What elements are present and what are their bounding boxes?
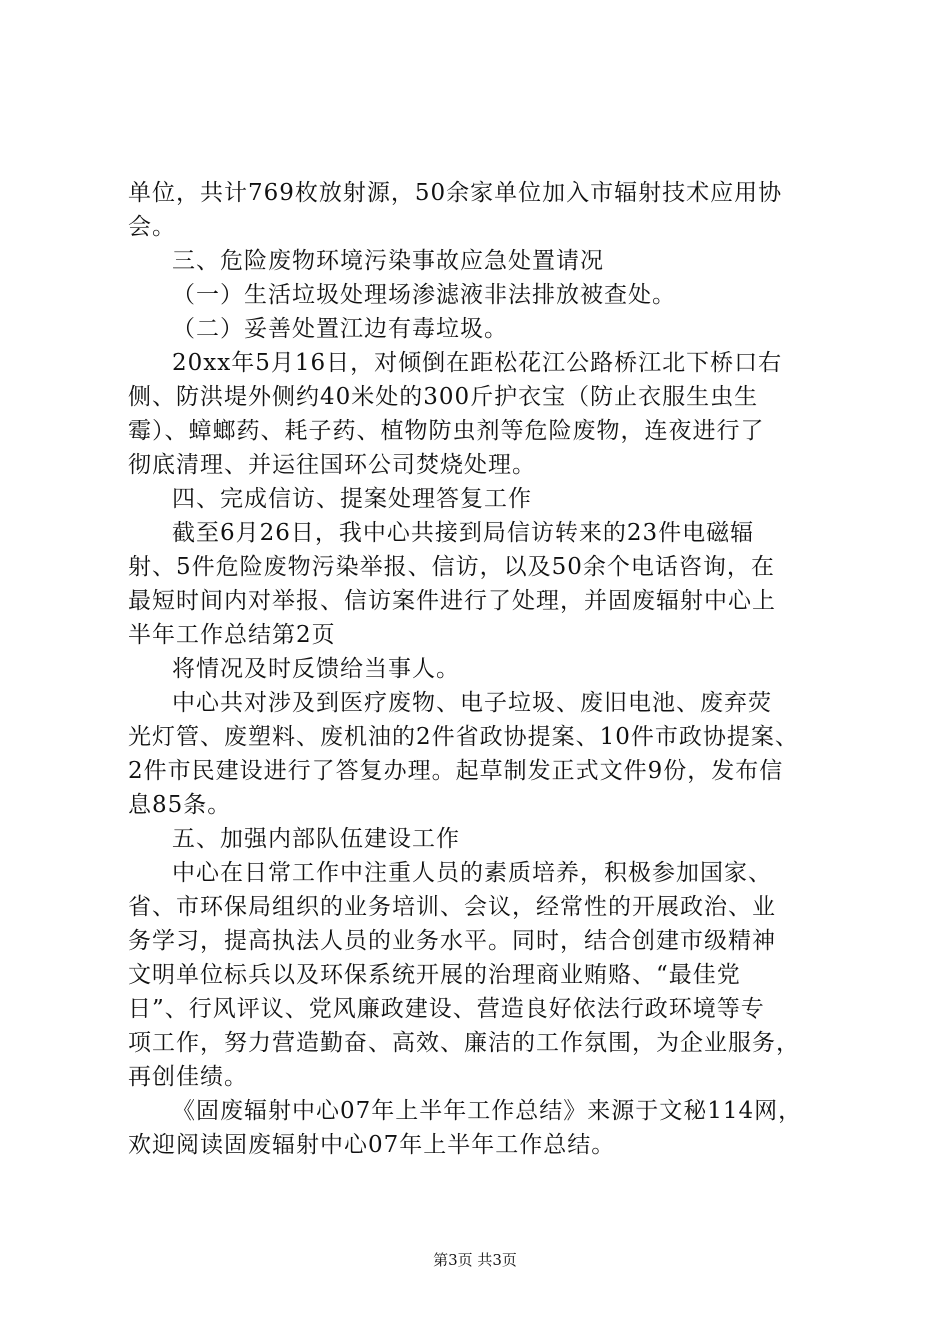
- text-line: 20xx年5月16日，对倾倒在距松花江公路桥江北下桥口右: [172, 350, 783, 376]
- text-line: 单位，共计769枚放射源，50余家单位加入市辐射技术应用协: [128, 180, 783, 206]
- text-line: 侧、防洪堤外侧约40米处的300斤护衣宝（防止衣服生虫生: [128, 384, 759, 410]
- text-line: 2件市民建设进行了答复办理。起草制发正式文件9份，发布信: [128, 758, 784, 784]
- text-line: 息85条。: [128, 792, 232, 818]
- text-line: 《固废辐射中心07年上半年工作总结》来源于文秘114网，: [172, 1098, 803, 1124]
- text-line: 截至6月26日，我中心共接到局信访转来的23件电磁辐: [172, 520, 755, 546]
- text-line: 中心在日常工作中注重人员的素质培养，积极参加国家、: [172, 860, 772, 886]
- section-heading: 三、危险废物环境污染事故应急处置请况: [172, 248, 604, 274]
- text-line: 欢迎阅读固废辐射中心07年上半年工作总结。: [128, 1132, 616, 1158]
- sub-heading: （一）生活垃圾处理场渗滤液非法排放被查处。: [172, 282, 676, 308]
- text-line: 射、5件危险废物污染举报、信访，以及50余个电话咨询，在: [128, 554, 775, 580]
- text-line: 会。: [128, 214, 176, 240]
- text-line: 最短时间内对举报、信访案件进行了处理，并固废辐射中心上: [128, 588, 776, 614]
- document-body: [128, 176, 834, 1162]
- text-line: 光灯管、废塑料、废机油的2件省政协提案、10件市政协提案、: [128, 724, 799, 750]
- text-line: 中心共对涉及到医疗废物、电子垃圾、废旧电池、废弃荧: [172, 690, 772, 716]
- text-line: 再创佳绩。: [128, 1064, 248, 1090]
- sub-heading: （二）妥善处置江边有毒垃圾。: [172, 316, 508, 342]
- text-line: 彻底清理、并运往国环公司焚烧处理。: [128, 452, 536, 478]
- text-line: 日”、行风评议、党风廉政建设、营造良好依法行政环境等专: [128, 996, 765, 1022]
- text-line: 半年工作总结第2页: [128, 622, 336, 648]
- section-heading: 四、完成信访、提案处理答复工作: [172, 486, 532, 512]
- text-line: 霉）、蟑螂药、耗子药、植物防虫剂等危险废物，连夜进行了: [128, 418, 765, 444]
- page-footer: [0, 1250, 950, 1270]
- text-line: 将情况及时反馈给当事人。: [172, 656, 460, 682]
- text-line: 文明单位标兵以及环保系统开展的治理商业贿赂、“最佳党: [128, 962, 741, 988]
- text-line: 务学习，提高执法人员的业务水平。同时，结合创建市级精神: [128, 928, 776, 954]
- section-heading: 五、加强内部队伍建设工作: [172, 826, 460, 852]
- text-line: 项工作，努力营造勤奋、高效、廉洁的工作氛围，为企业服务，: [128, 1030, 800, 1056]
- page-number: 第3页 共3页: [433, 1251, 517, 1269]
- text-line: 省、市环保局组织的业务培训、会议，经常性的开展政治、业: [128, 894, 776, 920]
